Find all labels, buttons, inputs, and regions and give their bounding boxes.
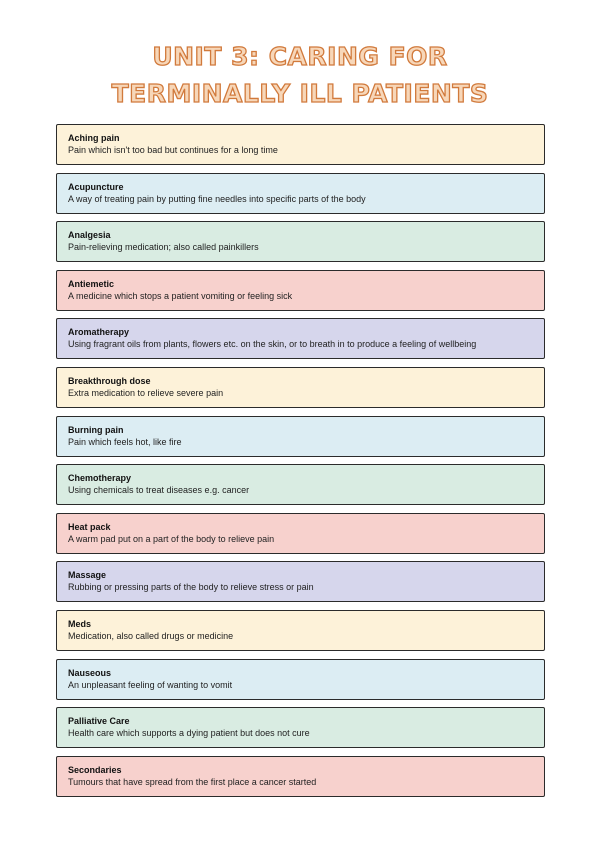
- glossary-card: [56, 173, 545, 214]
- glossary-definition: Pain which feels hot, like fire: [68, 436, 182, 447]
- glossary-card: [56, 270, 545, 311]
- glossary-definition: Using chemicals to treat diseases e.g. cancer: [68, 485, 250, 496]
- glossary-card: [56, 513, 545, 554]
- glossary-definition: A medicine which stops a patient vomiting or feeling sick: [68, 290, 293, 301]
- glossary-term: Secondaries: [68, 764, 122, 775]
- title-line-1: UNIT 3: CARING FOR: [152, 42, 448, 71]
- glossary-card: [56, 659, 545, 700]
- glossary-term: Palliative Care: [68, 716, 130, 727]
- glossary-card: [56, 707, 545, 748]
- glossary-term: Meds: [68, 618, 92, 629]
- glossary-card: [56, 561, 545, 602]
- glossary-definition: An unpleasant feeling of wanting to vomit: [68, 679, 233, 690]
- glossary-definition: Pain-relieving medication; also called painkillers: [68, 242, 259, 253]
- glossary-definition: Tumours that have spread from the first place a cancer started: [68, 776, 317, 787]
- page-title: [0, 38, 600, 112]
- glossary-card: [56, 756, 545, 797]
- glossary-definition: Using fragrant oils from plants, flowers etc. on the skin, or to breath in to produce a feeling of wellbeing: [68, 339, 477, 350]
- glossary-card: [56, 221, 545, 262]
- glossary-definition: Medication, also called drugs or medicine: [68, 630, 234, 641]
- glossary-definition: Extra medication to relieve severe pain: [68, 387, 224, 398]
- title-line-2: TERMINALLY ILL PATIENTS: [111, 79, 489, 108]
- glossary-card: [56, 124, 545, 165]
- glossary-term: Heat pack: [68, 521, 111, 532]
- glossary-term: Burning pain: [68, 424, 124, 435]
- glossary-list: [56, 124, 545, 804]
- glossary-definition: A warm pad put on a part of the body to relieve pain: [68, 533, 275, 544]
- glossary-term: Aching pain: [68, 133, 120, 143]
- glossary-definition: Rubbing or pressing parts of the body to relieve stress or pain: [68, 582, 314, 593]
- glossary-card: [56, 464, 545, 505]
- glossary-definition: Health care which supports a dying patient but does not cure: [68, 728, 310, 739]
- glossary-term: Analgesia: [68, 230, 111, 241]
- glossary-term: Breakthrough dose: [68, 375, 151, 386]
- glossary-card: [56, 367, 545, 408]
- glossary-definition: A way of treating pain by putting fine needles into specific parts of the body: [68, 193, 366, 204]
- glossary-term: Massage: [68, 570, 107, 581]
- glossary-term: Acupuncture: [68, 181, 124, 192]
- glossary-term: Aromatherapy: [68, 327, 130, 338]
- glossary-term: Nauseous: [68, 667, 112, 678]
- glossary-card: [56, 318, 545, 359]
- glossary-definition: Pain which isn't too bad but continues for a long time: [68, 145, 278, 155]
- glossary-card: [56, 416, 545, 457]
- glossary-card: [56, 610, 545, 651]
- glossary-term: Antiemetic: [68, 278, 115, 289]
- glossary-term: Chemotherapy: [68, 473, 132, 484]
